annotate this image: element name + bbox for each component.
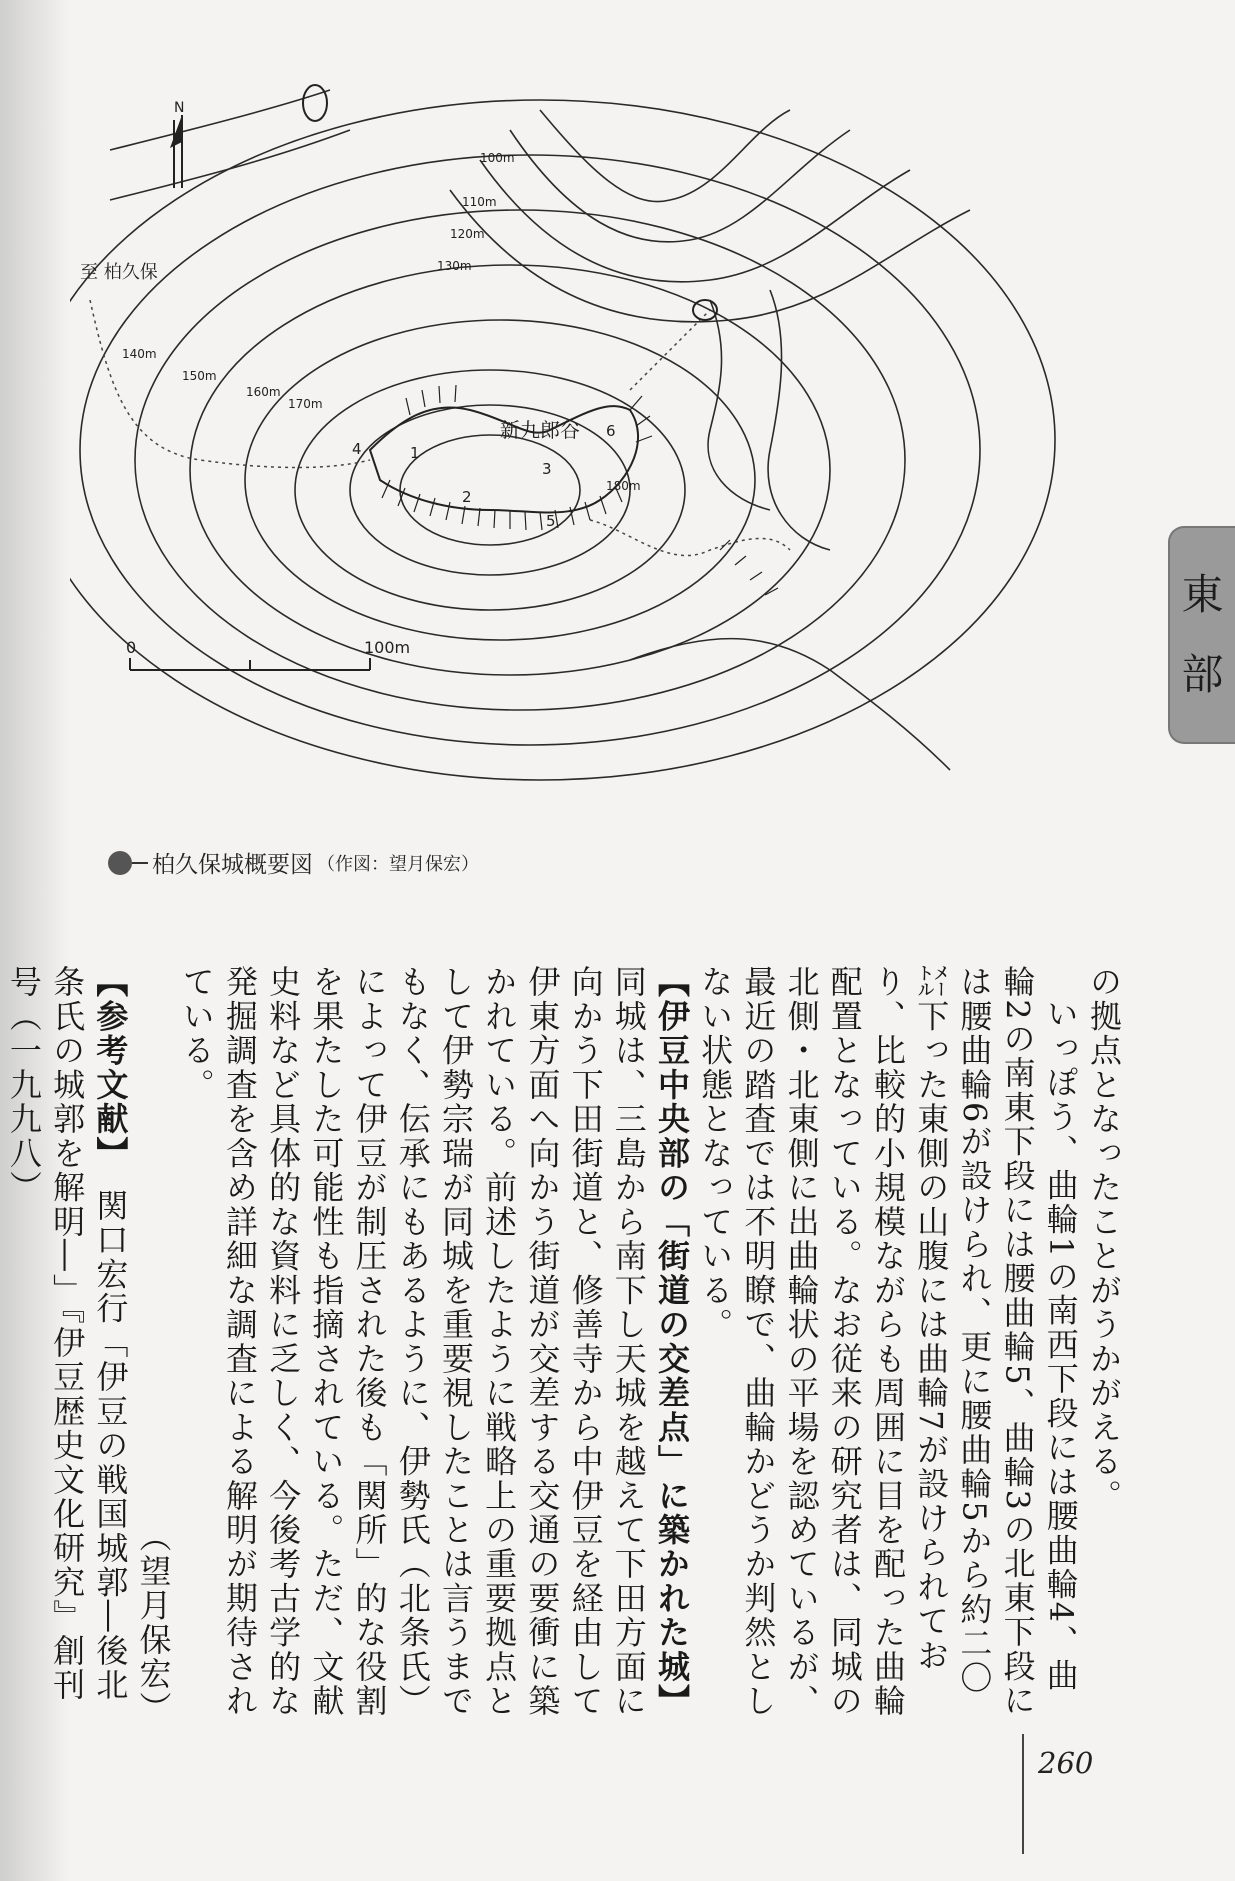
section-heading: 【伊豆中央部の「街道の交差点」に築かれた城】 (652, 965, 691, 1703)
contour-line (630, 639, 950, 770)
region-index-tab (1168, 526, 1235, 744)
contour-line (80, 155, 980, 745)
castle-map (70, 70, 1130, 810)
references (2, 965, 132, 1725)
scale-end-label: 100m (364, 638, 411, 657)
page-number-rule (1022, 1734, 1024, 1854)
contour-map-svg (70, 70, 1130, 810)
paragraph-text: 同城は、三島から南下し天城を越えて下田方面に向かう下田街道と、修善寺から中伊豆を経由して伊東方面へ向かう街道が交差する交通の要衝に築かれている。前述したように戦略上の重要拠点として伊勢宗瑞が同城を重要視したことは言うまでもなく、伝承にもあるように、伊勢氏（北条氏）によって伊豆が制圧された後も「関所」的な役割を果たした可能性も指摘されている。ただ、文献史料など具体的な資料に乏しく、今後考古学的な発掘調査を含め詳細な調査による解明が期待されている。 (177, 965, 648, 1719)
scale-start-label: 0 (126, 638, 137, 657)
contour-line (480, 160, 910, 282)
north-label: N (174, 100, 185, 116)
contour-line (540, 110, 790, 202)
author-credit: （望月保宏） (134, 1519, 173, 1725)
elevation-label: 180m (606, 479, 641, 493)
caption-title: 柏久保城概要図 (152, 852, 313, 878)
elevation-label: 140m (122, 347, 157, 361)
region-tab-char: 部 (1181, 650, 1224, 699)
enclosure-number: 6 (606, 422, 616, 440)
valley-label: 新九郎谷 (500, 418, 580, 442)
caption-dash (132, 862, 148, 864)
knoll-north (303, 85, 327, 121)
enclosure-number: 5 (546, 512, 556, 530)
body-text (4, 965, 1125, 1725)
contour-line (245, 320, 755, 640)
contour-line (190, 265, 830, 675)
elevation-label: 160m (246, 385, 281, 399)
elevation-label: 170m (288, 397, 323, 411)
direction-label: 至 柏久保 (80, 262, 158, 283)
trail-path (90, 300, 370, 468)
references-heading: 【参考文献】 (91, 965, 130, 1155)
elevation-label: 100m (480, 151, 515, 165)
north-arrow (170, 115, 182, 188)
paragraph: いっぽう、曲輪1の南西下段には腰曲輪4、曲輪2の南東下段には腰曲輪5、曲輪3の北東下段には腰曲輪6が設けられ、更に腰曲輪5から約二〇㍍下った東側の山腹には曲輪7が設けられており、比較的小規模ながらも周囲に目を配った曲輪配置となっている。なお従来の研究者は、同城の北側・北東側に出曲輪状の平場を認めているが、最近の踏査では不明瞭で、曲輪かどうか判然としない状態となっている。 (696, 965, 1080, 1719)
region-tab-char: 東 (1181, 570, 1224, 620)
enclosure-number: 2 (462, 488, 472, 506)
elevation-label: 150m (182, 369, 217, 383)
enclosure-number: 3 (542, 460, 552, 478)
bullet-dot-icon (108, 851, 132, 875)
enclosure-number: 1 (410, 444, 420, 462)
elevation-label: 110m (462, 195, 497, 209)
enclosure-number: 4 (352, 440, 362, 458)
figure-caption (108, 846, 479, 879)
elevation-label: 120m (450, 227, 485, 241)
caption-credit: （作図：望月保宏） (317, 853, 479, 875)
page-number: 260 (1038, 1746, 1094, 1780)
elevation-label: 130m (437, 259, 472, 273)
trail-path (590, 520, 790, 556)
reference-entry: 関口宏行「伊豆の戦国城郭―後北条氏の城郭を解明―」『伊豆歴史文化研究』創刊号（一九九八） (4, 965, 130, 1703)
contour-line (135, 210, 905, 710)
scale-bar (130, 658, 370, 670)
section-paragraph (131, 965, 693, 1725)
contour-line (708, 300, 770, 510)
paragraph: の拠点となったことがうかがえる。 (1085, 965, 1123, 1513)
